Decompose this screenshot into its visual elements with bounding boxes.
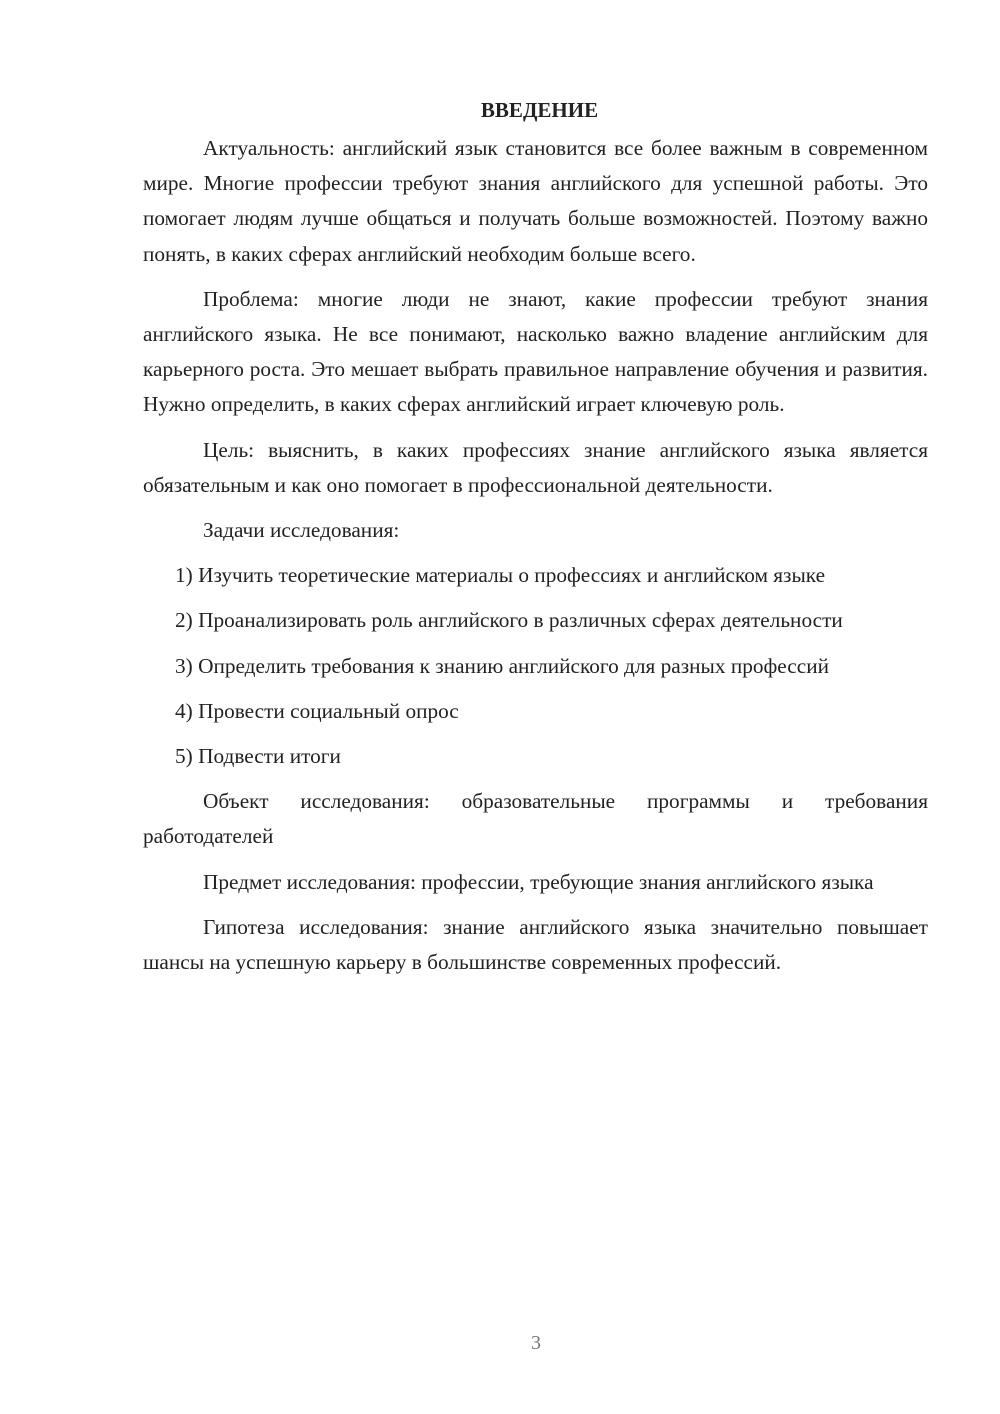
document-page (143, 92, 928, 990)
problem-paragraph: Проблема: многие люди не знают, какие профессии требуют знания английского языка. Не все понимают, насколько важно владение английским для карьерного роста. Это мешает выбрать правильное направление обучения и развития. Нужно определить, в каких сферах английский играет ключевую роль. (143, 286, 928, 417)
task-item-3: 3) Определить требования к знанию английского для разных профессий (175, 653, 829, 678)
page-number: 3 (531, 1332, 541, 1354)
task-item-4: 4) Провести социальный опрос (175, 698, 459, 723)
subject-paragraph: Предмет исследования: профессии, требующие знания английского языка (203, 869, 874, 894)
page-title: ВВЕДЕНИЕ (480, 98, 599, 122)
hypothesis-paragraph: Гипотеза исследования: знание английского языка значительно повышает шансы на успешную карьеру в большинстве современных профессий. (143, 914, 928, 975)
object-paragraph: Объект исследования: образовательные программы и требования работодателей (143, 789, 928, 849)
task-item-2: 2) Проанализировать роль английского в различных сферах деятельности (175, 608, 843, 633)
task-item-1: 1) Изучить теоретические материалы о профессиях и английском языке (175, 563, 826, 588)
task-item-5: 5) Подвести итоги (175, 744, 341, 769)
relevance-paragraph: Актуальность: английский язык становится все более важным в современном мире. Многие профессии требуют знания английского для успешной работы. Это помогает людям лучше общаться и получать больше возможностей. Поэтому важно понять, в каких сферах английский необходим больше всего. (143, 136, 928, 266)
tasks-heading: Задачи исследования: (203, 518, 400, 543)
goal-paragraph: Цель: выяснить, в каких профессиях знание английского языка является обязательным и как оно помогает в профессиональной деятельности. (143, 437, 928, 497)
